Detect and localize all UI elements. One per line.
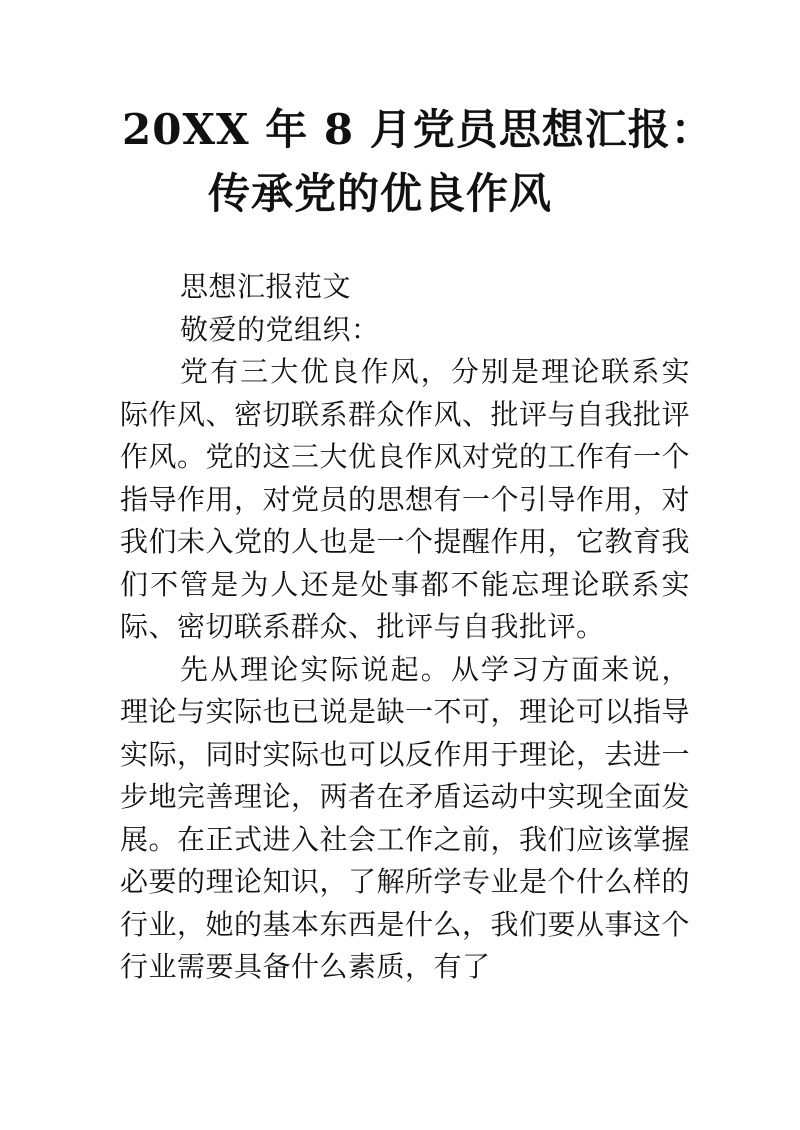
doc-label: 思想汇报范文 (180, 270, 352, 303)
body-paragraph-2: 先从理论实际说起。从学习方面来说，理论与实际也已说是缺一不可，理论可以指导实际，同时实际也可以反作用于理论，去进一步地完善理论，两者在矛盾运动中实现全面发展。在正式进入社会工作之前，我们应该掌握必要的理论知识，了解所学专业是个什么样的行业，她的基本东西是什么，我们要从事这个行业需要具备什么素质，有了 (120, 652, 691, 983)
body-paragraph-1: 党有三大优良作风，分别是理论联系实际作风、密切联系群众作风、批评与自我批评作风。党的这三大优良作风对党的工作有一个指导作用，对党员的思想有一个引导作用，对我们未入党的人也是一个提醒作用，它教育我们不管是为人还是处事都不能忘理论联系实际、密切联系群众、批评与自我批评。 (120, 355, 691, 643)
document-title (0, 98, 800, 226)
title-line-1: 20XX 年 8 月党员思想汇报： (122, 105, 714, 154)
salutation: 敬爱的党组织： (180, 312, 380, 346)
document-body (120, 266, 690, 989)
title-line-2: 传承党的优良作风 (208, 169, 553, 218)
